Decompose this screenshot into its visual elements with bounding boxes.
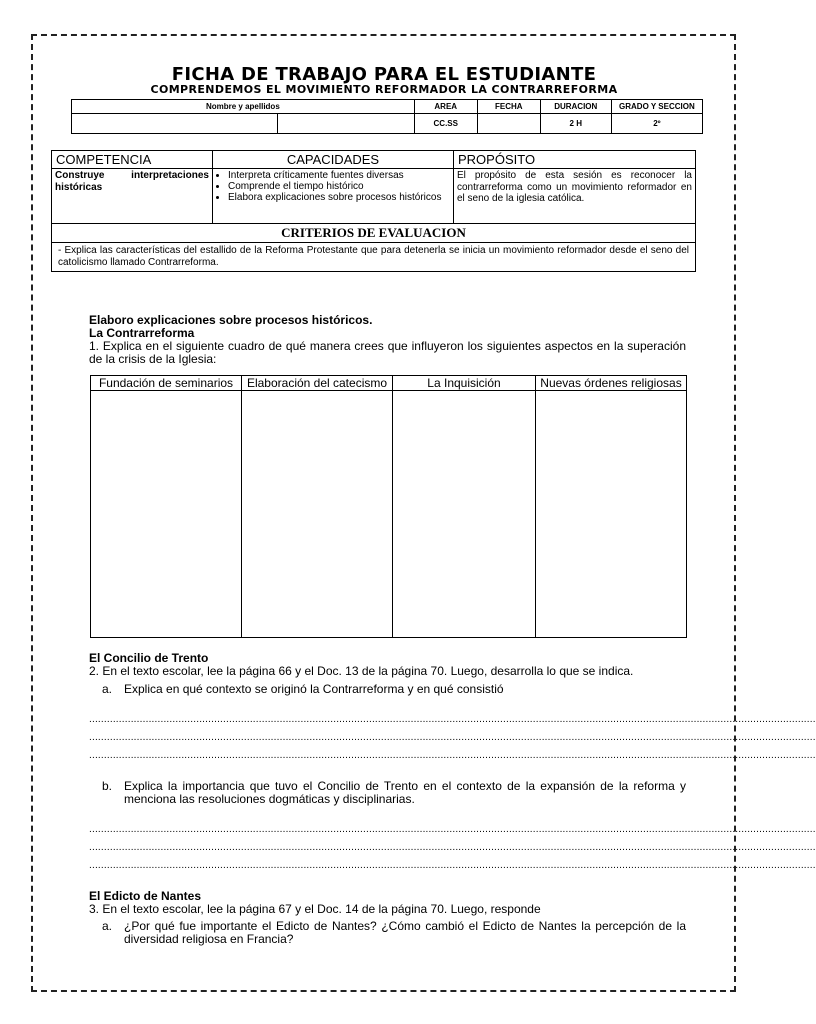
competencia-text: Construye interpretaciones históricas — [52, 169, 213, 224]
col-area: AREA — [414, 100, 477, 114]
capacidad-item: • Interpreta críticamente fuentes diversas — [228, 170, 450, 181]
grid-cell-ordenes[interactable] — [536, 391, 687, 638]
competency-table — [51, 150, 696, 272]
section3-question: 3. En el texto escolar, lee la página 67 y el Doc. 14 de la página 70. Luego, responde — [89, 902, 541, 916]
section2-item-a — [102, 683, 686, 696]
duracion-value: 2 H — [540, 114, 611, 134]
answer-line[interactable]: .................................................................................................................................................................................................................................................... — [89, 860, 816, 871]
answer-line[interactable]: .................................................................................................................................................................................................................................................... — [89, 750, 816, 761]
answer-line[interactable]: .................................................................................................................................................................................................................................................... — [89, 714, 816, 725]
section2-question: 2. En el texto escolar, lee la página 66 y el Doc. 13 de la página 70. Luego, desarrolla lo que se indica. — [89, 664, 634, 678]
grid-header-catecismo: Elaboración del catecismo — [242, 376, 393, 391]
area-value: CC.SS — [414, 114, 477, 134]
fecha-field[interactable] — [477, 114, 540, 134]
nombre-field-2[interactable] — [278, 114, 415, 134]
capacidades-header: CAPACIDADES — [213, 151, 454, 169]
answer-line[interactable]: .................................................................................................................................................................................................................................................... — [89, 732, 816, 743]
grid-cell-catecismo[interactable] — [242, 391, 393, 638]
grid-cell-seminarios[interactable] — [91, 391, 242, 638]
grado-value: 2º — [611, 114, 702, 134]
proposito-text: El propósito de esta sesión es reconocer la contrarreforma como un movimiento reformador en el seno de la iglesia católica. — [454, 169, 696, 224]
section1-heading: Elaboro explicaciones sobre procesos históricos. — [89, 313, 373, 327]
answer-line[interactable]: .................................................................................................................................................................................................................................................... — [89, 824, 816, 835]
section3-heading: El Edicto de Nantes — [89, 889, 202, 903]
col-duracion: DURACION — [540, 100, 611, 114]
section2-item-b — [102, 780, 686, 806]
col-grado: GRADO Y SECCION — [611, 100, 702, 114]
nombre-field[interactable] — [72, 114, 278, 134]
contrarreforma-grid — [90, 375, 687, 638]
item-text: Explica en qué contexto se originó la Contrarreforma y en qué consistió — [124, 682, 504, 696]
proposito-header: PROPÓSITO — [454, 151, 696, 169]
col-fecha: FECHA — [477, 100, 540, 114]
section1-block — [89, 314, 686, 366]
grid-header-seminarios: Fundación de seminarios — [91, 376, 242, 391]
capacidad-item: • Comprende el tiempo histórico — [228, 181, 450, 192]
capacidad-item: • Elabora explicaciones sobre procesos históricos — [228, 192, 450, 203]
page-title: FICHA DE TRABAJO PARA EL ESTUDIANTE — [171, 64, 597, 85]
section3-item-a — [102, 920, 686, 946]
criterios-text: - Explica las características del estallido de la Reforma Protestante que para detenerla se inicia un movimiento reformador desde el seno del catolicismo llamado Contrarreforma. — [52, 243, 696, 272]
grid-cell-inquisicion[interactable] — [393, 391, 536, 638]
item-label: a. — [102, 682, 113, 696]
competencia-header: COMPETENCIA — [52, 151, 213, 169]
item-label: b. — [102, 779, 113, 793]
grid-header-inquisicion: La Inquisición — [393, 376, 536, 391]
page-subtitle: COMPRENDEMOS EL MOVIMIENTO REFORMADOR LA CONTRARREFORMA — [150, 83, 618, 96]
section1-question: 1. Explica en el siguiente cuadro de qué manera crees que influyeron los siguientes aspectos en la superación de la crisis de la Iglesia: — [89, 339, 686, 366]
grid-header-ordenes: Nuevas órdenes religiosas — [536, 376, 687, 391]
section1-subheading: La Contrarreforma — [89, 326, 195, 340]
criterios-title: CRITERIOS DE EVALUACION — [52, 224, 696, 243]
student-info-table — [71, 99, 703, 134]
section3-block — [89, 890, 686, 916]
section2-heading: El Concilio de Trento — [89, 651, 209, 665]
capacidades-list — [213, 169, 454, 224]
item-label: a. — [102, 919, 113, 933]
answer-line[interactable]: .................................................................................................................................................................................................................................................... — [89, 842, 816, 853]
section2-block — [89, 652, 686, 678]
item-text: Explica la importancia que tuvo el Concilio de Trento en el contexto de la expansión de la reforma y menciona las resoluciones dogmáticas y disciplinarias. — [124, 779, 686, 806]
item-text: ¿Por qué fue importante el Edicto de Nantes? ¿Cómo cambió el Edicto de Nantes la percepción de la diversidad religiosa en Francia? — [124, 919, 686, 946]
col-nombre: Nombre y apellidos — [72, 100, 415, 114]
